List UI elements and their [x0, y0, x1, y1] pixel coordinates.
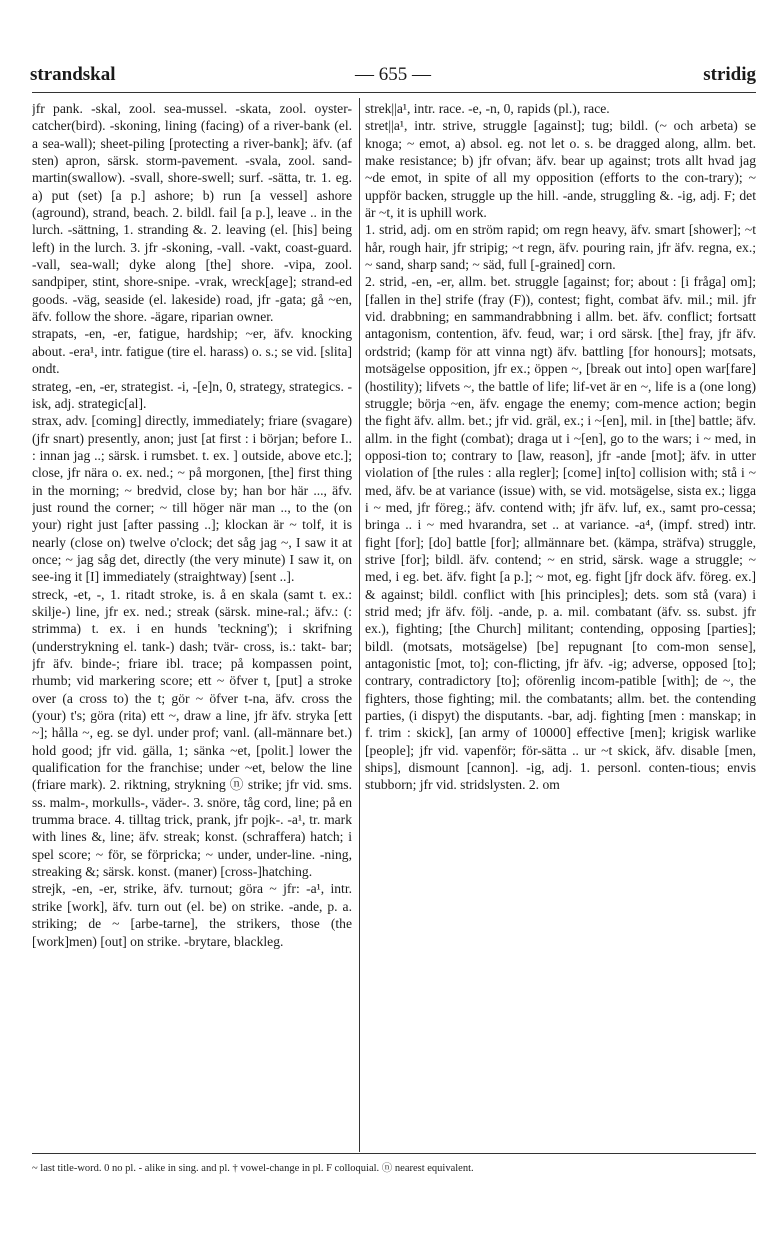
header-first-word: strandskal: [30, 64, 116, 85]
header-rule: [32, 92, 756, 93]
entry-strand-continued: jfr pank. -skal, zool. sea-mussel. -skata, zool. oyster-catcher(bird). -skoning, lining (facing) of a river-bank (el. a sea-wall); sheet-piling [protecting a river-bank]; äfv. (af sten) apron, särsk. storm-pavement. -svala, zool. sand-martin(swallow). -svall, shore-swell; surf. -sätta, tr. 1. eg. a) put (set) [a p.] ashore; b) run [a vessel] ashore (aground), strand, beach. 2. bildl. fail [a p.], leave .. in the lurch. -sättning, 1. stranding &. 2. leaving (el. [his] being left) in the lurch. 3. jfr -skoning, -vall. -vakt, coast-guard. -vall, sea-wall; dyke along [the] shore. -vipa, zool. sandpiper, stint, shore-snipe. -vrak, wreck[age]; strand-ed goods. -väg, seaside (el. lakeside) road, jfr -gata; gå ~en, äfv. follow the shore. -ägare, riparian owner.: [32, 101, 352, 325]
entry-streka: strek||a¹, intr. race. -e, -n, 0, rapids (pl.), race.: [365, 101, 610, 116]
entry-strid-adj: 1. strid, adj. om en ström rapid; om regn heavy, äfv. smart [shower]; ~t hår, rough hair, jfr stripig; ~t regn, äfv. pouring rain, jfr äfv. regna, ex.; ~ sand, sharp sand; ~ säd, full [-grained] corn.: [365, 222, 756, 273]
entry-strateg: strateg, -en, -er, strategist. -i, -[e]n, 0, strategy, strategics. -isk, adj. strategic[al].: [32, 378, 352, 411]
left-column: [32, 100, 352, 1150]
entry-strapats: strapats, -en, -er, fatigue, hardship; ~er, äfv. knocking about. -era¹, intr. fatigue (tire el. harass) o. s.; se vid. [slita] ondt.: [32, 326, 352, 377]
column-divider: [359, 98, 360, 1152]
footer-rule: [32, 1153, 756, 1154]
entry-strax: strax, adv. [coming] directly, immediately; friare (svagare) (jfr snart) presently, anon; just [at first : i början; before I.. : innan jag ..; särsk. i rumsbet. t. ex. ] outside, above etc.]; close, jfr nära o. ex. ned.; ~ på morgonen, [the] first thing in the morning; ~ bredvid, close by; han bor här ..., äfv. just round the corner; ~ till höger när man .., to the (on your) right just [after passing ..]; klockan är ~ tolf, it is nearly (close on) twelve o'clock; det såg jag ~, I saw it at once; ~ jag såg det, directly (the very minute) I saw it, on see-ing it [I] immediately (straightway) [sent ..].: [32, 413, 352, 585]
page-number: — 655 —: [355, 64, 431, 85]
header-last-word: stridig: [703, 64, 756, 85]
page-header: [30, 64, 756, 90]
right-column: [365, 100, 756, 1150]
abbreviation-legend: ~ last title-word. 0 no pl. - alike in sing. and pl. † vowel-change in pl. F colloquial. ⓝ nearest equivalent.: [32, 1163, 474, 1174]
entry-streta: stret||a¹, intr. strive, struggle [against]; tug; bildl. (~ och arbeta) se knoga; ~ emot, a) absol. eg. not let o. s. be dragged along, allm. bet. make resistance; b) jfr ofvan; äfv. bear up against; trots allt hvad jag ~de emot, in spite of all my opposition (efforts to the con-trary); ~ uppför backen, struggle up the hill. -ande, struggling &. -ig, adj. F; det är ~t, it is uphill work.: [365, 118, 756, 221]
entry-strid-noun: 2. strid, -en, -er, allm. bet. struggle [against; for; about : [i fråga] om]; [fallen in the] strife (fray (F)), contest; fight, combat äfv. mil.; mil. jfr vid. drabbning; en sammandrabbning i allm. bet. äfv. conflict; fortsatt antagonism, contention, äfv. feud, war; i ord särsk. [the] fray, jfr äfv. ordstrid; (kamp för att vinna ngt) äfv. battling [for honours]; motsats, motsägelse opposition, jfr ex.; öppen ~, [break out into] open war[fare] (hostility); lifvets ~, the battle of life; lif-vet är en ~, life is a (one long) struggle; börja ~en, äfv. engage the enemy; com-mence action; begin the fight äfv. allm. bet.; jfr vid. gräl, ex.; i ~[en], mil. in [the] battle; äfv. allm. in the fight (combat); draga ut i ~[en], go to the wars; i ~ med, in opposi-tion to; contrary to [law, reason], jfr -ande [mot]; äfv. in utter violation of [the rules : alla regler]; [come] in[to] collision with; stå i ~ med, äfv. be at variance (issue) with, se vid. motsägelse, sista ex.; ligga i ~ med, jfr föreg.; äfv. contend with; jfr äfv. luf, ex., samt pro-cessa; bringa .. i ~ med hvarandra, set .. at variance. -a⁴, (impf. stred) intr. fight [for]; [do] battle [for]; allmännare bet. (kämpa, sträfva) struggle, strive [for]; bildl. äfv. contend; ~ en strid, särsk. wage a struggle; ~ med, i eg. bet. äfv. fight [a p.]; ~ mot, eg. fight [jfr dock äfv. föreg. ex.] & against; bildl. conflict with [his principles]; dets. som stå (vara) i strid med; jfr äfv. följ. -ande, p. a. mil. combatant (äfv. ss. subst. jfr ex.), fighting; [the Church] militant; contending, opposing [parties]; bildl. (motsats, motsägelse) [be] repugnant [to com-mon sense], antagonistic [mot, to]; con-flicting, jfr äfv. -ig; adverse, opposed [to]; contrary, contradictory [to]; oförenlig incom-patible [with]; de ~, the fighters, those fighting; mil. the combatants; allm. bet. the contending parties, (i dispyt) the disputants. -bar, adj. fighting [men : manskap; in f. trim : skick], [an army of 10000] effective [men]; krigisk warlike [people]; jfr vid. vapenför; för-sätta .. ur ~t skick, äfv. disable [men, ships], dismount [cannon]. -ig, adj. 1. personl. conten-tious; envis stubborn; jfr vid. stridslysten. 2. om: [365, 274, 756, 793]
entry-strejk: strejk, -en, -er, strike, äfv. turnout; göra ~ jfr: -a¹, intr. strike [work], äfv. turn out (el. be) on strike. -ande, p. a. striking; de ~ [arbe-tarne], the strikers, those (the [work]men) [out] on strike. -brytare, blackleg.: [32, 881, 352, 949]
entry-streck: streck, -et, -, 1. ritadt stroke, is. å en skala (samt t. ex.: skilje-) line, jfr ex. ned.; streak (särsk. mine-ral.; äfv.: (: strimma) t. ex. i en hunds 'teckning'); i skrifning (understrykning el. tank-) dash; tvär- cross, is.: takt- bar; jfr äfv. binde-; friare ibl. trace; på kompassen point, rhumb; vid markering score; ett ~ öfver t, [put] a stroke over (a cross to) the t; gör ~ öfver t-na, äfv. cross the (your) t's; göra (rita) ett ~, draw a line, jfr äfv. stryka [ett ~]; hålla ~, eg. se dyl. under prof; vanl. (all-männare bet.) hold good; jfr vid. gälla, 1; sänka ~et, [polit.] lower the qualification for the franchise; under ~et, below the line (friare mark). 2. riktning, strykning ⓝ strike; jfr vid. sms. ss. malm-, morkulls-, väder-. 3. snöre, tåg cord, line; på en trumma brace. 4. tilltag trick, prank, jfr pojk-. -a¹, tr. mark with lines &, line; äfv. streak; konst. (schraffera) hatch; i spel score; ~ för, se förpricka; ~ under, under-line. -ning, streaking &; särsk. konst. (maner) [cross-]hatching.: [32, 586, 352, 880]
